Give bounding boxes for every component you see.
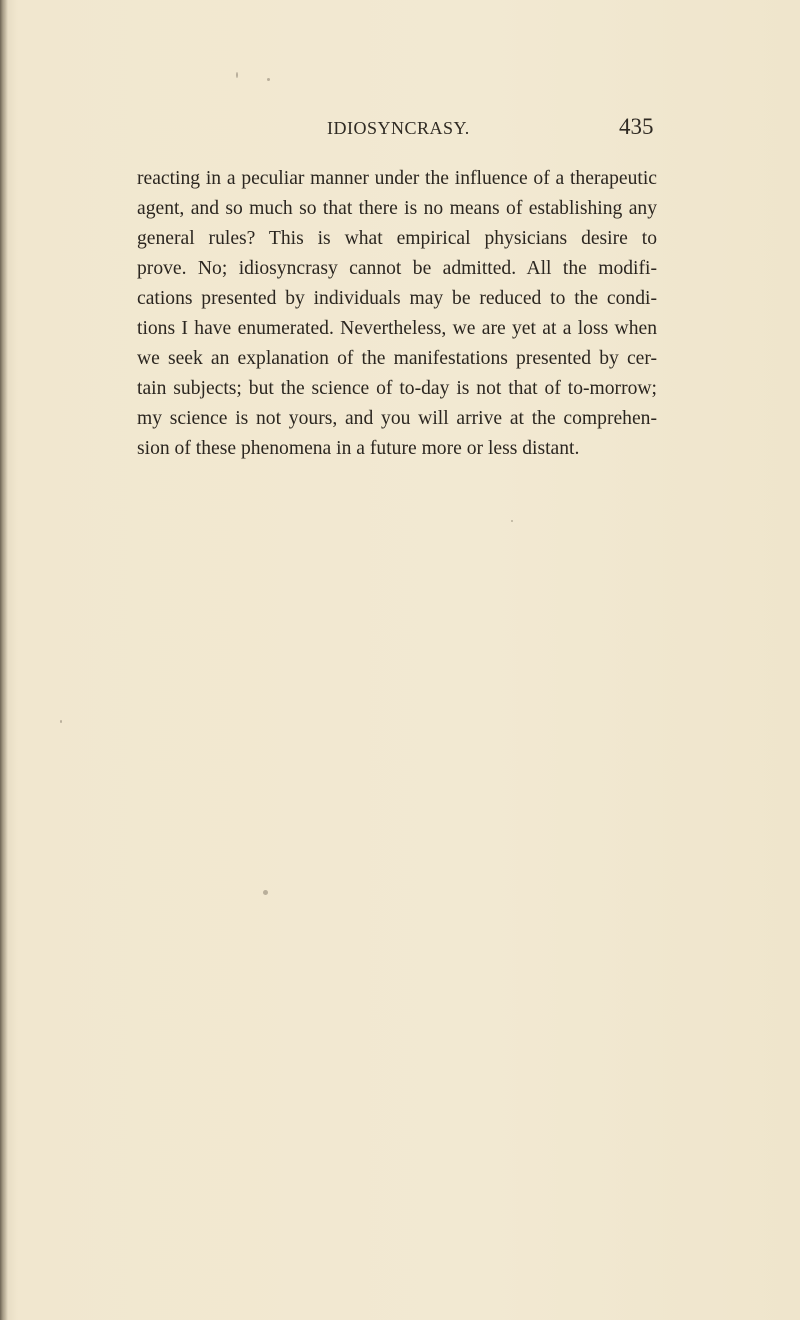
text-line: cations presented by individuals may be reduced to the condi- [137,288,657,309]
paper-speck [267,78,270,81]
running-title: IDIOSYNCRASY. [327,118,470,138]
paper-speck [511,520,513,522]
text-line: prove. No; idiosyncrasy cannot be admitted. All the modifi- [137,258,657,279]
text-line: my science is not yours, and you will arrive at the comprehen- [137,408,657,429]
text-line: tain subjects; but the science of to-day is not that of to-morrow; [137,378,657,399]
paper-speck [236,72,238,78]
paper-speck [263,890,268,895]
text-line: general rules? This is what empirical physicians desire to [137,228,657,249]
text-line: agent, and so much so that there is no means of establishing any [137,198,657,219]
body-paragraph [137,164,657,464]
binding-edge [0,0,8,1320]
paper-speck [60,720,62,723]
text-line: we seek an explanation of the manifestations presented by cer- [137,348,657,369]
text-line: tions I have enumerated. Nevertheless, we are yet at a loss when [137,318,657,339]
running-head [0,114,800,148]
page-number: 435 [619,114,654,139]
text-line: sion of these phenomena in a future more or less distant. [137,438,580,459]
text-line: reacting in a peculiar manner under the influence of a therapeutic [137,168,657,189]
